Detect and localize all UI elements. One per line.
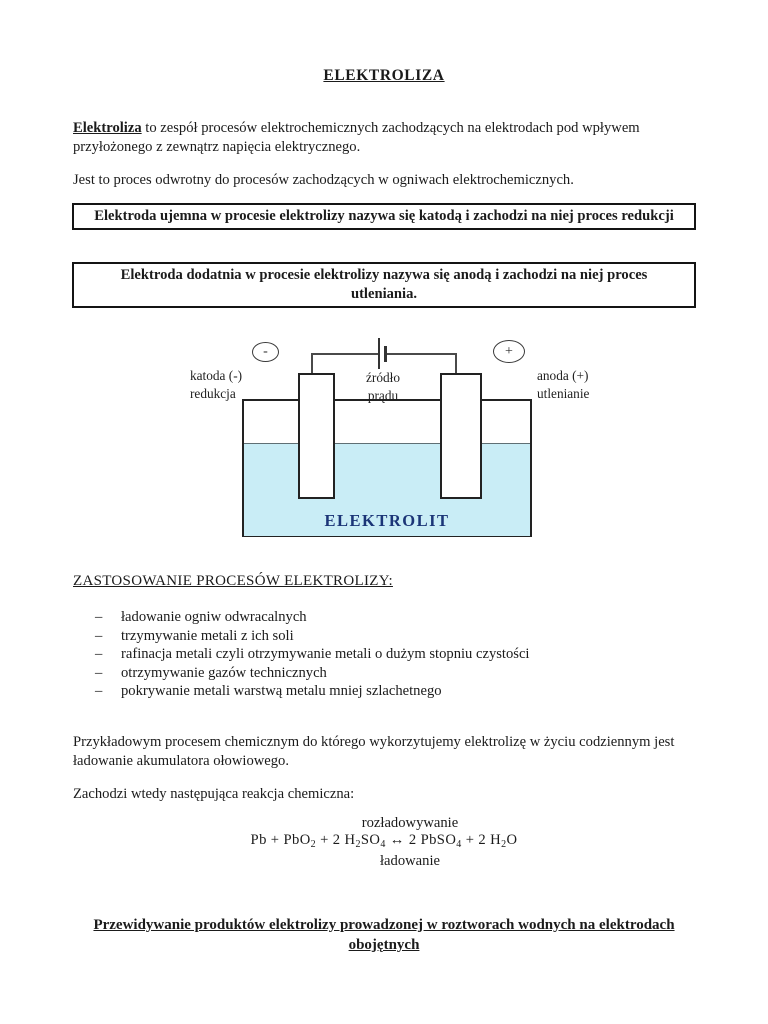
intro-lead-rest: to zespół procesów elektrochemicznych zachodzących na elektrodach pod wpływem przyłożonego z zewnątrz napięcia elektrycznego. bbox=[73, 120, 640, 155]
cathode-label bbox=[190, 367, 242, 403]
list-bullet: – bbox=[95, 627, 103, 644]
list-item bbox=[95, 645, 695, 664]
reverse-process-paragraph: Jest to proces odwrotny do procesów zachodzących w ogniwach elektrochemicznych. bbox=[73, 172, 574, 188]
anode-electrode bbox=[440, 373, 482, 499]
wire-left bbox=[312, 353, 379, 355]
cathode-label-line2: redukcja bbox=[190, 386, 236, 401]
wire-stub-left bbox=[311, 353, 313, 374]
list-bullet: – bbox=[95, 646, 103, 663]
battery-icon bbox=[378, 338, 380, 369]
list-item bbox=[95, 682, 695, 701]
reaction-note-paragraph: Zachodzi wtedy następująca reakcja chemiczna: bbox=[73, 786, 355, 802]
minus-terminal-icon: - bbox=[252, 342, 279, 362]
list-item bbox=[95, 664, 695, 683]
applications-list bbox=[95, 608, 695, 701]
wire-right bbox=[386, 353, 457, 355]
page-title: ELEKTROLIZA bbox=[323, 67, 445, 84]
plus-terminal-icon: + bbox=[493, 340, 525, 363]
electrolysis-diagram bbox=[0, 335, 768, 547]
cathode-electrode bbox=[298, 373, 335, 499]
wire-stub-right bbox=[455, 353, 457, 374]
battery-icon-short-plate bbox=[384, 346, 387, 362]
equation-discharge-label: rozładowywanie bbox=[361, 815, 459, 831]
equation-formula: Pb + PbO$_2$ + 2 $H_2SO_4$ ↔ 2 PbSO$_4$ + 2 $H_2O$ bbox=[250, 832, 518, 850]
electrolyte-label: ELEKTROLIT bbox=[324, 511, 450, 530]
intro-lead-term: Elektroliza bbox=[73, 120, 142, 136]
equation-charge-label: ładowanie bbox=[380, 853, 440, 869]
anode-label-line2: utlenianie bbox=[537, 386, 590, 401]
anode-statement-box: Elektroda dodatnia w procesie elektrolizy nazywa się anodą i zachodzi na niej proces utleniania. bbox=[72, 262, 696, 308]
chemical-equation bbox=[0, 815, 768, 870]
intro-paragraph bbox=[73, 119, 699, 156]
cathode-statement-box: Elektroda ujemna w procesie elektrolizy nazywa się katodą i zachodzi na niej proces redukcji bbox=[72, 203, 696, 230]
footer-heading: Przewidywanie produktów elektrolizy prowadzonej w roztworach wodnych na elektrodach obojętnych bbox=[93, 917, 675, 953]
battery-example-paragraph: Przykładowym procesem chemicznym do którego wykorzytujemy elektrolizę w życiu codziennym jest ładowanie akumulatora ołowiowego. bbox=[73, 734, 675, 769]
anode-label-line1: anoda (+) bbox=[537, 368, 589, 383]
list-bullet: – bbox=[95, 664, 103, 681]
list-item-text: rafinacja metali czyli otrzymywanie metali o dużym stopniu czystości bbox=[121, 646, 530, 663]
list-item-text: ładowanie ogniw odwracalnych bbox=[121, 609, 307, 625]
list-item-text: otrzymywanie gazów technicznych bbox=[121, 664, 327, 681]
list-bullet: – bbox=[95, 683, 103, 700]
list-item bbox=[95, 627, 695, 646]
current-source-label-line1: źródło bbox=[366, 370, 400, 385]
list-item bbox=[95, 608, 695, 627]
cathode-label-line1: katoda (-) bbox=[190, 368, 243, 383]
current-source-label bbox=[343, 369, 423, 405]
list-item-text: pokrywanie metali warstwą metalu mniej szlachetnego bbox=[121, 683, 442, 700]
current-source-label-line2: prądu bbox=[367, 388, 399, 403]
list-bullet: – bbox=[95, 609, 103, 625]
applications-heading: ZASTOSOWANIE PROCESÓW ELEKTROLIZY: bbox=[73, 573, 393, 589]
anode-label bbox=[537, 367, 589, 403]
list-item-text: trzymywanie metali z ich soli bbox=[121, 627, 294, 644]
